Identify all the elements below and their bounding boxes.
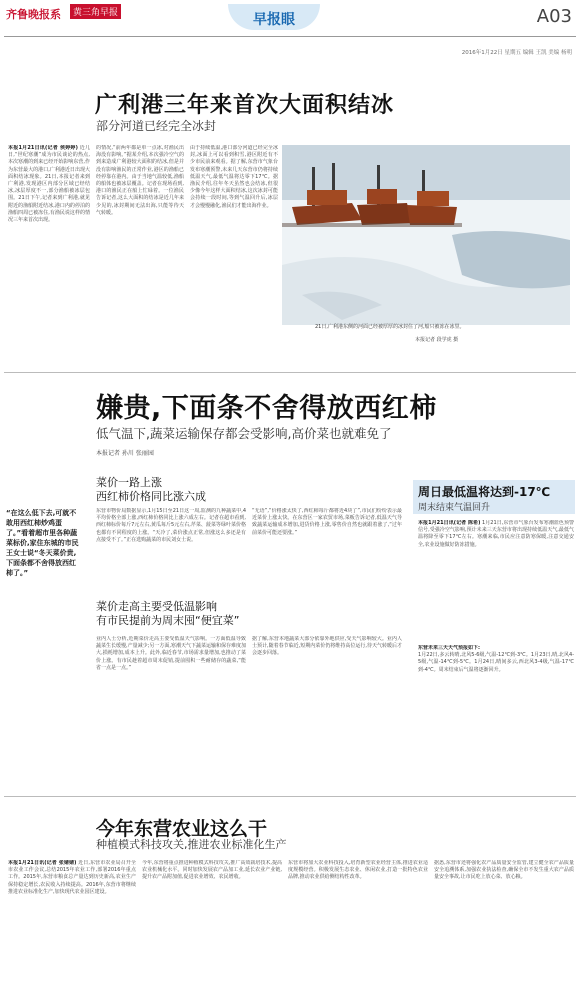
article1-text-1: 近几日,“世纪寒潮”成为市民谈论的热点,本次寒潮的到来已经开始影响东营,作为东营最大的港口,广利港近日出现大面积结冰现象。21日,本报记者来到广利港,发现港区内部分区域已经结冰,冰层厚度不一,部分渔船被冰层包围。21日下午,记者来到广利港,就见附近的渔船附近结冰,港口内的停泊的渔船四周已被冻住,有渔民说这样的情况三年来首次出现。 xyxy=(8,145,90,224)
photo-credit: 本报记者 段学虎 摄 xyxy=(415,337,459,343)
weather-sidebar-text: 1月21日,东营市气象台发布寒潮蓝色预警信号,受强冷空气影响,预计未来三天东营市将出现持续低温天气,最低气温将降至零下17℃左右。寒潮来临,市民应注意防寒保暖,注意交通安全,农业设施做好防冻措施。 xyxy=(418,520,574,548)
article3-column-4 xyxy=(434,860,574,978)
article2-body-2 xyxy=(96,636,246,786)
frozen-harbor-photo xyxy=(282,145,570,325)
section-divider-1 xyxy=(4,372,576,373)
article3-column-3 xyxy=(288,860,428,978)
article2-text-2: 业内人士分析,近期菜价走高主要受低温天气影响。一方面低温导致蔬菜生长缓慢,产量减少;另一方面,寒潮天气下蔬菜运输和保存难度加大,损耗增加,成本上升。此外,临近春节,市场需求量增加,也推动了菜价上涨。有市民趁着超市周末促销,提前囤积一些耐储存的蔬菜,“能省一点是一点。” xyxy=(96,636,246,671)
article2-headline: 嫌贵,下面条不舍得放西红柿 xyxy=(96,393,437,424)
article2-byline: 本报记者 孙川 张丽园 xyxy=(96,450,154,457)
weather-sidebar-body xyxy=(418,520,574,640)
article3-text-2: 今年,东营将重点推进种植模式科技攻关,推广高效栽培技术,提高农业机械化水平。同时加快发展农产品加工业,延长农业产业链,提升农产品附加值,促进农业增效、农民增收。 xyxy=(142,860,282,881)
weather-forecast-title xyxy=(418,645,574,790)
newspaper-brand: 齐鲁晚报系 xyxy=(6,8,61,21)
forecast-title: 东营未来三天天气预报如下: xyxy=(418,645,481,651)
forecast-text: 1月22日,多云转晴,北风5-6级,气温-12℃到-3℃。1月23日,晴,北风4-5级,气温-14℃到-5℃。1月24日,晴间多云,西北风3-4级,气温-17℃到-4℃。周末结束后气温将逐渐回升。 xyxy=(418,652,574,673)
weather-sidebar-title: 周日最低温将达到-17℃ xyxy=(418,485,551,499)
page-number: A03 xyxy=(536,6,572,27)
section-divider-2 xyxy=(4,796,576,797)
article3-headline: 今年东营农业这么干 xyxy=(96,818,268,840)
edition-name: 黄三角早报 xyxy=(70,4,121,19)
section-title: 早报眼 xyxy=(253,12,295,28)
weather-sidebar-header xyxy=(413,480,575,514)
article1-column-2 xyxy=(96,145,184,370)
article1-column-3 xyxy=(190,145,278,370)
article3-byline: 本报1月21日讯(记者 张婧婧) xyxy=(8,860,77,866)
subhead-2-line-2: 有市民提前为周末囤“便宜菜” xyxy=(96,614,240,627)
section-tab xyxy=(228,4,320,30)
masthead xyxy=(0,0,580,40)
article1-column-1 xyxy=(8,145,90,370)
weather-sidebar-byline: 本报1月21日讯(记者 陈希) xyxy=(418,520,481,526)
weather-sidebar-subtitle: 周末结束气温回升 xyxy=(418,503,491,513)
article1-byline: 本报1月21日讯(记者 侯婷婷) xyxy=(8,145,78,151)
article2-body-1 xyxy=(96,508,246,590)
article3-text-3: 东营市将加大农业科技投入,培育新型农业经营主体,推进农业适度规模经营。积极发展生态农业、休闲农业,打造一批特色农业品牌,推动农业供给侧结构性改革。 xyxy=(288,860,428,881)
article2-body-1b xyxy=(252,508,402,590)
photo-caption: 21日,广利港东侧的河面已经被厚厚的冰封住了河,船只被冻在冰里。 xyxy=(315,324,465,330)
article1-text-2: 的情况,“前两年都是单一点冰,对渔民出海没有影响。”据某介绍,本次强冷空气的到来造成广利港较大面积的结冰,但是并没有影响渔民的正常作业,港区的渔船已经停靠在港内。由于当地气温较低,渔船的船体也被冰层覆盖。记者在现场看到,港口的渔民正在船上忙碌着。一位渔民告诉记者,这么大面积的结冰是近几年来少见的,冰封期间无法出海,只能等待天气转暖。 xyxy=(96,145,184,216)
subhead-1-line-1: 菜价一路上涨 xyxy=(96,476,162,489)
article1-headline: 广利港三年来首次大面积结冰 xyxy=(95,92,395,118)
article2-subhead-2 xyxy=(96,600,239,628)
pull-quote: “在这么低下去,可就不敢用西红柿炒鸡蛋了。”看着超市里各种蔬菜标价,家住东城的市民王女士说“冬天菜价贵,下面条都不舍得放西红柿了。” xyxy=(6,509,79,577)
article2-text-1: 东营市物价局数据显示,1月15日至21日这一周,监测的九种蔬菜中,4平均价格全部上涨,西红柿价格同比上涨六成左右。记者在超市看到,西红柿标价每斤7元左右,黄瓜每斤5元左右,芹菜、菠菜等绿叶菜价格也都有不同程度的上涨。“天冷了,菜价涨点正常,但涨这么多还是有点接受不了。”正在选购蔬菜的市民刘女士说。 xyxy=(96,508,246,543)
article2-text-2b: 据了解,东营本地蔬菜大部分依靠外地供应,受天气影响较大。业内人士预计,随着春节临近,短期内菜价仍将维持高位运行,待天气转暖后才会逐步回落。 xyxy=(252,636,402,657)
article2-text-1b: “无语”,“价格涨太快了,西红柿每斤都将近4块了”,市民们纷纷表示最近菜价上涨太快。在东营区一家农贸市场,菜贩告诉记者,低温天气导致蔬菜运输成本增加,进货价格上涨,零售价自然也就跟着涨了,“过年前菜价可能还要涨。” xyxy=(252,508,402,536)
header-rule xyxy=(4,36,576,37)
article1-text-3: 由于持续低温,港口部分河道已经完全冰封,冰面上可以看到积雪,港区附近有不少市民前来观看。据了解,东营市气象台发布寒潮预警,未来几天东营市仍将持续低温天气,最低气温将达零下17℃。据渔民介绍,往年冬天虽然也会结冰,但很少像今年这样大面积结冰,这次冰封可能会持续一段时间,等到气温回升后,冰层才会慢慢融化,渔民们才能出海作业。 xyxy=(190,145,278,209)
dateline: 2016年1月22日 星期五 编辑 王凯 美编 杨明 xyxy=(461,50,572,56)
article3-subtitle: 种植模式科技攻关,推进农业标准化生产 xyxy=(96,838,287,851)
article3-text-4: 据悉,东营市还将强化农产品质量安全监管,建立健全农产品质量安全追溯体系,加强农业执法检查,确保全市不发生重大农产品质量安全事故,让市民吃上放心菜、放心粮。 xyxy=(434,860,574,881)
subhead-1-line-2: 西红柿价格同比涨六成 xyxy=(96,490,206,503)
article1-subtitle: 部分河道已经完全冰封 xyxy=(96,119,217,133)
article3-text-1: 近日,东营市农业局召开全市农业工作会议,总结2015年农业工作,部署2016年重点工作。2015年,东营市粮食总产量达到历史新高,农业生产保持稳定增长,农民收入持续提高。2016年,东营市将继续推进农业标准化生产,加快现代农业园区建设。 xyxy=(8,860,136,895)
article2-body-2b xyxy=(252,636,402,786)
article3-column-2 xyxy=(142,860,282,978)
article3-column-1 xyxy=(8,860,136,978)
subhead-2-line-1: 菜价走高主要受低温影响 xyxy=(96,600,217,613)
article2-subhead-1 xyxy=(96,476,206,504)
article2-subtitle: 低气温下,蔬菜运输保存都会受影响,高价菜也就难免了 xyxy=(96,426,392,441)
